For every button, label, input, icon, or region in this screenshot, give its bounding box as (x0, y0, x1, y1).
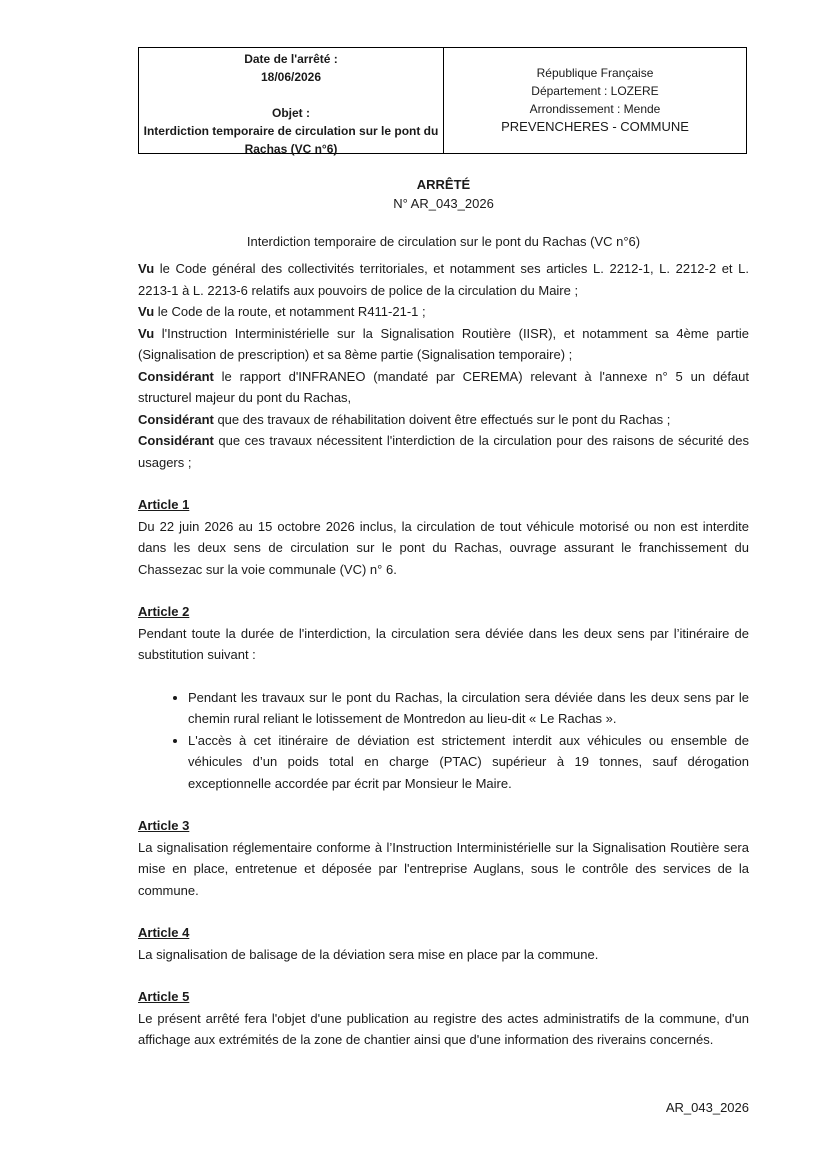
article-2-bullets (138, 687, 749, 795)
commune-label: PREVENCHERES - COMMUNE (501, 119, 689, 134)
article-2-text: Pendant toute la durée de l'interdiction, la circulation sera déviée dans les deux sens par l’itinéraire de substitution suivant : (138, 625, 749, 662)
article-5-title: Article 5 (138, 989, 190, 1004)
article-3-text: La signalisation réglementaire conforme à l’Instruction Interministérielle sur la Signalisation Routière sera mise en place, entretenue et déposée par l'entreprise Auglans, sous le contrôle des services de la commune. (138, 839, 749, 898)
preamble-line: Considérant que ces travaux nécessitent l'interdiction de la circulation pour des raisons de sécurité des usagers ; (138, 433, 749, 470)
preamble-line: Vu le Code de la route, et notamment R411-21-1 ; (138, 304, 426, 319)
date-value: 18/06/2026 (260, 70, 322, 84)
arrete-subject: Interdiction temporaire de circulation sur le pont du Rachas (VC n°6) (246, 234, 641, 249)
republic-label: République Française (536, 66, 654, 80)
list-item: • L'accès à cet itinéraire de déviation est strictement interdit aux véhicules ou ensemble de véhicules d’un poids total en charge (PTAC) supérieur à 19 tonnes, sauf dérogation exceptionnelle accordée par écrit par Monsieur le Maire. (188, 730, 749, 795)
preamble-line: Considérant que des travaux de réhabilitation doivent être effectués sur le pont du Rachas ; (138, 411, 671, 427)
article-1-title: Article 1 (138, 497, 190, 512)
article-5-text: Le présent arrêté fera l'objet d'une publication au registre des actes administratifs de la commune, d'un affichage aux extrémités de la zone de chantier ainsi que d'une information des riverains concernés. (138, 1010, 749, 1047)
article-1-text: Du 22 juin 2026 au 15 octobre 2026 inclus, la circulation de tout véhicule motorisé ou non est interdite dans les deux sens de circulation sur le pont du Rachas, ouvrage assurant le franchissement du Chassezac sur la voie communale (VC) n° 6. (138, 518, 749, 577)
header-table (138, 47, 747, 154)
preamble-line: Vu l'Instruction Interministérielle sur la Signalisation Routière (IISR), et notamment sa 4ème partie (Signalisation de prescription) et sa 8ème partie (Signalisation temporaire) ; (138, 325, 749, 362)
article-3-title: Article 3 (138, 818, 190, 833)
arrete-heading: ARRÊTÉ (416, 177, 471, 192)
preamble-line: Vu le Code général des collectivités territoriales, et notamment ses articles L. 2212-1, L. 2212-2 et L. 2213-1 à L. 2213-6 relatifs aux pouvoirs de police de la circulation du Maire ; (138, 261, 749, 298)
header-left-cell (139, 48, 444, 156)
arrete-number: N° AR_043_2026 (393, 196, 494, 211)
document-body (138, 258, 749, 1051)
date-label: Date de l'arrêté : (244, 52, 338, 66)
list-item: • Pendant les travaux sur le pont du Rachas, la circulation sera déviée dans les deux sens par le chemin rural reliant le lotissement de Montredon au lieu-dit « Le Rachas ». (188, 687, 749, 730)
arrondissement-label: Arrondissement : Mende (529, 102, 661, 116)
footer-reference: AR_043_2026 (665, 1100, 749, 1115)
objet-label: Objet : (272, 106, 310, 120)
article-4-title: Article 4 (138, 925, 190, 940)
article-4-text: La signalisation de balisage de la déviation sera mise en place par la commune. (138, 946, 599, 962)
objet-value: Interdiction temporaire de circulation sur le pont du Rachas (VC n°6) (143, 124, 439, 156)
preamble-line: Considérant le rapport d'INFRANEO (mandaté par CEREMA) relevant à l'annexe n° 5 un défaut structurel majeur du pont du Rachas, (138, 368, 749, 405)
departement-label: Département : LOZERE (531, 84, 659, 98)
header-right-cell (444, 48, 746, 153)
article-2-title: Article 2 (138, 604, 190, 619)
